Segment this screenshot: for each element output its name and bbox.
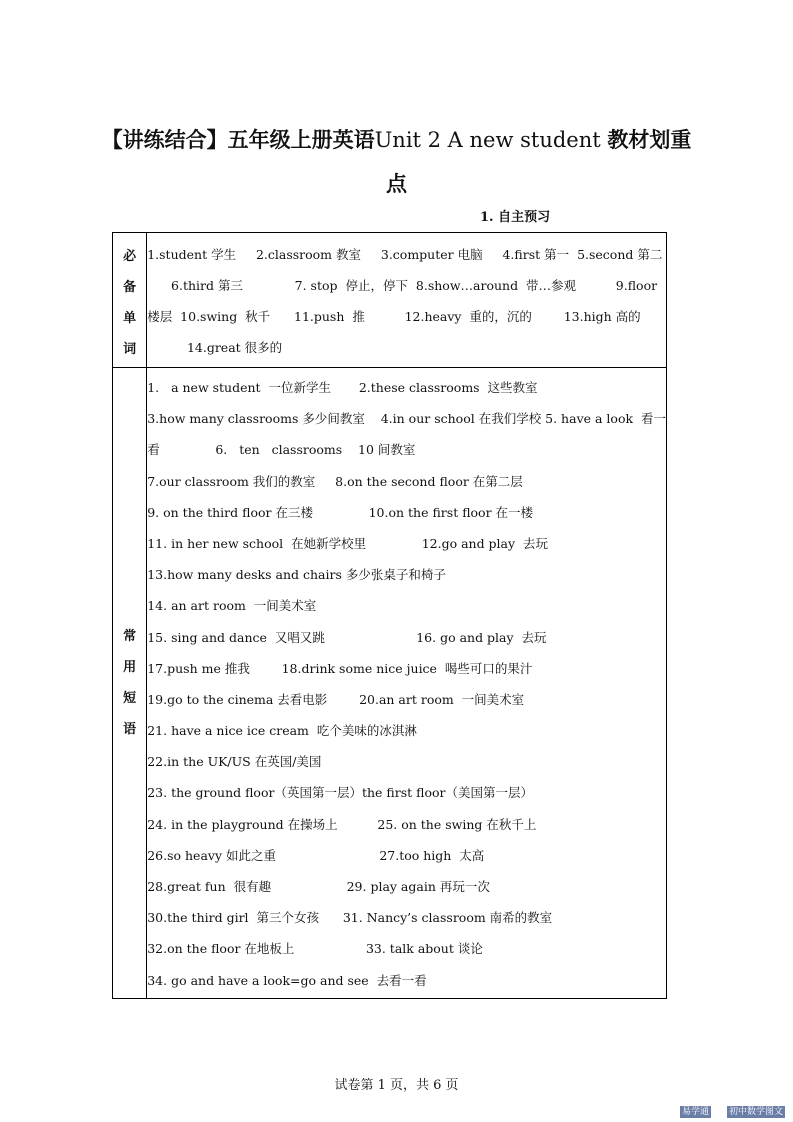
phrase-line: 28.great fun 很有趣 29. play again 再玩一次 [147, 879, 490, 894]
phrase-line: 19.go to the cinema 去看电影 20.an art room 一间美术室 [147, 691, 525, 707]
content-table [112, 232, 667, 999]
vocab-label [113, 233, 147, 368]
vocab-label-char: 必 [123, 249, 137, 264]
phrase-line: 30.the third girl 第三个女孩 31. Nancy’s classroom 南希的教室 [147, 910, 553, 926]
vocab-label-char: 词 [123, 342, 137, 357]
phrase-line: 14. an art room 一间美术室 [147, 598, 317, 614]
phrases-label-char: 常 [123, 628, 137, 644]
phrase-line: 22.in the UK/US 在英国/美国 [147, 754, 322, 770]
phrase-line: 7.our classroom 我们的教室 8.on the second floor 在第二层 [147, 473, 523, 489]
phrase-line: 17.push me 推我 18.drink some nice juice 喝些可口的果汁 [147, 660, 533, 676]
phrase-line: 21. have a nice ice cream 吃个美味的冰淇淋 [147, 723, 417, 739]
vocab-content [147, 233, 667, 368]
phrase-line: 11. in her new school 在她新学校里 12.go and play 去玩 [147, 535, 549, 551]
phrase-line: 34. go and have a look=go and see 去看一看 [147, 972, 427, 988]
title-prefix: 【讲练结合】五年级上册英语 [101, 127, 375, 152]
phrase-line: 26.so heavy 如此之重 27.too high 太高 [147, 847, 485, 863]
title-suffix-1: 教材划重 [607, 127, 692, 152]
vocab-row [113, 233, 667, 368]
phrase-line: 23. the ground floor（英国第一层）the first floor（美国第一层） [147, 785, 533, 801]
vocab-label-char: 单 [123, 311, 137, 326]
phrase-line: 9. on the third floor 在三楼 10.on the first floor 在一楼 [147, 504, 534, 520]
watermark-badge: 初中数学图文 [729, 1107, 784, 1117]
phrases-label-char: 短 [123, 690, 137, 706]
phrases-label-char: 语 [123, 721, 137, 737]
phrases-label [113, 368, 147, 999]
phrases-content [147, 368, 667, 999]
phrases-label-char: 用 [123, 659, 137, 675]
vocab-label-char: 备 [123, 280, 137, 295]
phrase-line: 3.how many classrooms 多少间教室 4.in our school 在我们学校 5. have a look 看一 [147, 411, 666, 427]
vocab-line: 1.student 学生 2.classroom 教室 3.computer 电脑 4.first 第一 5.second 第二 [147, 247, 663, 262]
phrase-line: 15. sing and dance 又唱又跳 16. go and play 去玩 [147, 629, 547, 645]
phrase-line: 32.on the floor 在地板上 33. talk about 谈论 [147, 941, 483, 957]
page-footer: 试卷第 1 页，共 6 页 [334, 1078, 459, 1093]
phrase-line: 看 6. ten classrooms 10 间教室 [147, 442, 416, 458]
section-title: 1. 自主预习 [480, 210, 551, 225]
phrase-line: 13.how many desks and chairs 多少张桌子和椅子 [147, 567, 446, 583]
vocab-line: 楼层 10.swing 秋千 11.push 推 12.heavy 重的，沉的 13.high 高的 [147, 309, 641, 324]
title-suffix-2: 点 [386, 171, 407, 196]
watermark-badge: 易学通 [682, 1107, 710, 1117]
phrase-line: 1. a new student 一位新学生 2.these classrooms 这些教室 [147, 380, 538, 395]
phrase-line: 24. in the playground 在操场上 25. on the swing 在秋千上 [147, 816, 537, 832]
vocab-line: 6.third 第三 7. stop 停止，停下 8.show…around 带…参观 9.floor [147, 278, 658, 293]
phrases-row [113, 368, 667, 999]
document-title [100, 118, 693, 206]
title-unit: Unit 2 A new student [374, 128, 601, 152]
vocab-line: 14.great 很多的 [147, 340, 283, 355]
